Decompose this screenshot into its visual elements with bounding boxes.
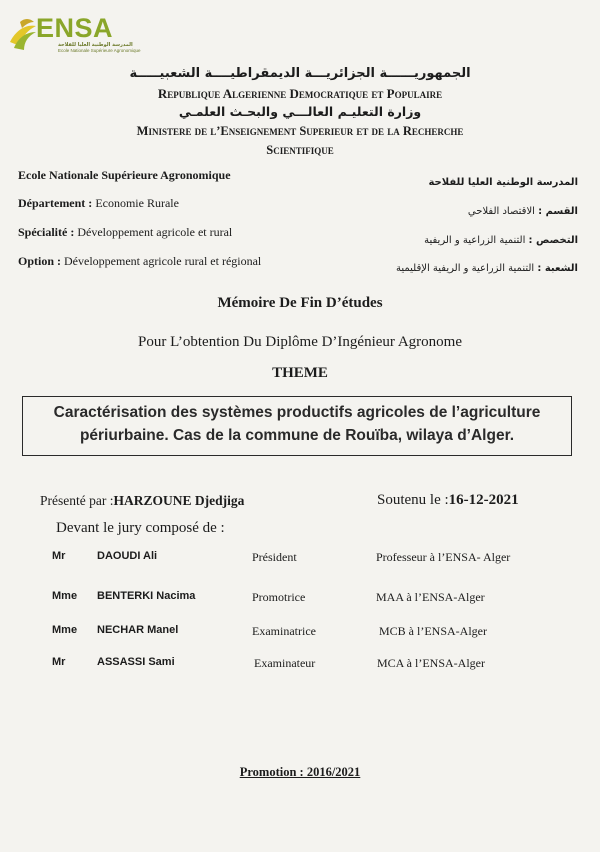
memoire-subtitle: Pour L’obtention Du Diplôme D’Ingénieur Agronome <box>138 334 462 350</box>
school-name-fr: Ecole Nationale Supérieure Agronomique <box>18 168 231 182</box>
jury-name: DAOUDI Ali <box>97 550 158 562</box>
memoire-title: Mémoire De Fin D’études <box>217 295 383 311</box>
presented-label: Présenté par : <box>40 493 114 508</box>
promotion: Promotion : 2016/2021 <box>239 765 361 779</box>
header-french-republic: Republique Algerienne Democratique et Populaire <box>157 86 443 101</box>
department-label-ar: القسم : <box>538 206 578 217</box>
specialite-fr <box>18 225 232 240</box>
department-label-fr: Département : <box>18 196 93 210</box>
option-label-fr: Option : <box>18 254 62 268</box>
jury-civility: Mr <box>52 550 66 562</box>
option-fr <box>18 254 261 269</box>
jury-row-1 <box>0 550 600 570</box>
jury-civility: Mme <box>52 590 78 602</box>
header-arabic-republic: الجمهوريــــــة الجزائريـــة الديمقراطيــــة الشعبيـــــة <box>129 66 471 81</box>
specialite-label-fr: Spécialité : <box>18 225 75 239</box>
jury-title: MCB à l’ENSA-Alger <box>379 624 487 638</box>
presented-name: HARZOUNE Djedjiga <box>113 493 245 508</box>
jury-role: Examinateur <box>254 656 316 670</box>
jury-row-4 <box>0 656 600 676</box>
department-value-ar: الاقتصاد الفلاحي <box>467 206 539 217</box>
jury-title: MAA à l’ENSA-Alger <box>376 590 485 604</box>
jury-role: Promotrice <box>252 590 306 604</box>
jury-intro: Devant le jury composé de : <box>56 520 225 536</box>
specialite-label-ar: التخصص : <box>528 235 578 246</box>
header-arabic-ministry: وزارة التعليـم العالـــي والبحـث العلمـي <box>178 104 422 119</box>
department-fr <box>18 196 179 211</box>
jury-title: MCA à l’ENSA-Alger <box>377 656 485 670</box>
theme-line-1: Caractérisation des systèmes productifs agricoles de l’agriculture <box>53 404 541 421</box>
specialite-ar <box>424 235 578 246</box>
presented-by <box>40 493 244 509</box>
jury-name: ASSASSI Sami <box>97 656 175 668</box>
header-french-ministry-line1: Ministere de l’Enseignement Superieur et de la Recherche <box>136 124 464 138</box>
logo-sub-french: Ecole Nationale Supérieure Agronomique <box>58 48 141 53</box>
school-name-ar: المدرسة الوطنية العليا للفلاحة <box>428 177 578 188</box>
soutenu <box>377 492 519 509</box>
specialite-value-ar: التنمية الزراعية و الريفية <box>424 235 529 246</box>
option-ar <box>396 263 578 274</box>
soutenu-label: Soutenu le : <box>377 492 449 508</box>
theme-text <box>22 401 572 447</box>
logo-text: ENSA <box>36 13 114 43</box>
jury-name: NECHAR Manel <box>97 624 179 636</box>
jury-civility: Mr <box>52 656 66 668</box>
jury-title: Professeur à l’ENSA- Alger <box>376 550 511 564</box>
jury-role: Examinatrice <box>252 624 316 638</box>
header-french-ministry-line2: Scientifique <box>266 143 334 157</box>
jury-name: BENTERKI Nacima <box>97 590 196 602</box>
jury-role: Président <box>252 550 297 564</box>
jury-row-3 <box>0 624 600 644</box>
theme-label: THEME <box>272 365 328 381</box>
logo-sub-arabic: المدرسة الوطنية العليا للفلاحة <box>58 42 133 48</box>
theme-line-2: périurbaine. Cas de la commune de Rouïba, wilaya d’Alger. <box>79 427 515 444</box>
department-ar <box>468 206 578 217</box>
jury-row-2 <box>0 590 600 610</box>
jury-civility: Mme <box>52 624 78 636</box>
department-value-fr: Economie Rurale <box>92 196 179 210</box>
specialite-value-fr: Développement agricole et rural <box>74 225 233 239</box>
option-value-fr: Développement agricole rural et régional <box>61 254 262 268</box>
option-value-ar: التنمية الزراعية و الريفية الإقليمية <box>396 263 538 274</box>
option-label-ar: الشعبة : <box>537 263 578 274</box>
soutenu-date: 16-12-2021 <box>448 492 519 508</box>
